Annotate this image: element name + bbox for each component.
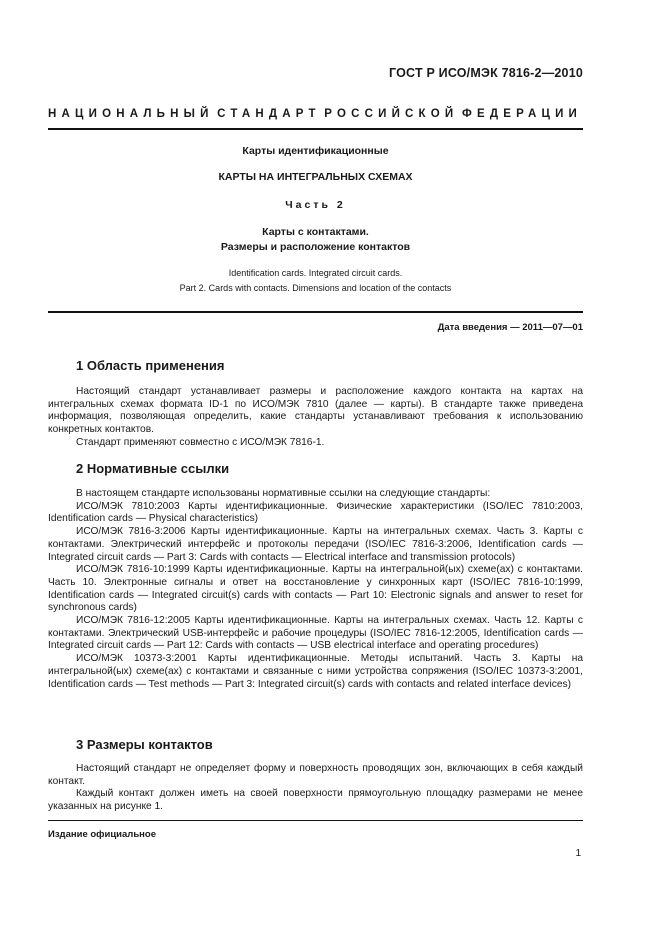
section-2-heading: 2 Нормативные ссылки [76,461,230,476]
paragraph: Настоящий стандарт устанавливает размеры и расположение каждого контакта на картах на интегральных схемах формата ID-1 по ИСО/МЭК 7810 (далее — карты). В стандарте также приведена информация, позволяющая определить, какие стандарты устанавливают требования к использованию конкретных контактов. [48,386,583,436]
section-2-body [48,488,583,691]
english-title-2: Part 2. Cards with contacts. Dimensions and location of the contacts [179,283,452,293]
footer-rule [48,820,583,821]
section-3-heading: 3 Размеры контактов [76,737,213,752]
banner-word: ФЕДЕРАЦИИ [461,108,582,120]
reference-item: ИСО/МЭК 7816-12:2005 Карты идентификационные. Карты на интегральных схемах. Часть 12. Карты с контактами. Электрический USB-интерфейс и рабочие процедуры (ISO/IEC 7816-12:2005, Identification cards — Integrated circuit cards — Part 12: Cards with contacts — USB electrical interface and operating procedures) [48,615,583,652]
official-edition-label: Издание официальное [48,829,156,840]
banner-word: НАЦИОНАЛЬНЫЙ [48,108,214,120]
banner-word: СТАНДАРТ [217,108,321,120]
effective-date: Дата введения — 2011—07—01 [437,322,583,333]
reference-item: ИСО/МЭК 7816-10:1999 Карты идентификационные. Карты на интегральной(ых) схеме(ах) с контактами. Часть 10. Электронные сигналы и ответ на восстановление у синхронных карт (ISO/IEC 7816-10:1999, Identification cards — Integrated circuit(s) cards with contacts — Part 10: Electronic signals and answer to reset for synchronous cards) [48,564,583,614]
reference-item: ИСО/МЭК 7816-3:2006 Карты идентификационные. Карты на интегральных схемах. Часть 3. Карты с контактами. Электрический интерфейс и протоколы передачи (ISO/IEC 7816-3:2006, Identification cards — Integrated circuit cards — Part 3: Cards with contacts — Electrical interface and transmission protocols) [48,526,583,563]
top-rule [48,128,583,130]
title-rule [48,311,583,313]
paragraph: Каждый контакт должен иметь на своей поверхности прямоугольную площадку размерами не менее указанных на рисунке 1. [48,788,583,813]
document-code: ГОСТ Р ИСО/МЭК 7816-2—2010 [388,66,583,80]
section-3-body [48,763,583,814]
section-1-heading: 1 Область применения [76,358,225,373]
title-line-1: Карты идентификационные [242,145,389,157]
banner-word: РОССИЙСКОЙ [324,108,459,120]
title-line-2: КАРТЫ НА ИНТЕГРАЛЬНЫХ СХЕМАХ [218,171,413,183]
section-1-body [48,386,583,450]
english-title-1: Identification cards. Integrated circuit cards. [228,268,403,278]
paragraph: Стандарт применяют совместно с ИСО/МЭК 7816-1. [76,436,325,448]
part-label: Часть 2 [285,199,346,211]
paragraph: Настоящий стандарт не определяет форму и поверхность проводящих зон, включающих в себя каждый контакт. [48,763,583,787]
page-number: 1 [575,848,581,859]
paragraph: В настоящем стандарте использованы нормативные ссылки на следующие стандарты: [76,488,491,499]
subtitle-line-2: Размеры и расположение контактов [220,241,411,253]
reference-item: ИСО/МЭК 10373-3:2001 Карты идентификационные. Методы испытаний. Часть 3. Карты на интегральной(ых) схеме(ах) с контактами и связанные с ними устройства сопряжения (ISO/IEC 10373-3:2001, Identification cards — Test methods — Part 3: Integrated circuit(s) cards with contacts and related interface devices) [48,653,583,690]
national-standard-banner [48,108,582,120]
reference-item: ИСО/МЭК 7810:2003 Карты идентификационные. Физические характеристики (ISO/IEC 7810:2003, Identification cards — Physical characteristics) [48,500,583,525]
subtitle-line-1: Карты с контактами. [262,226,369,238]
